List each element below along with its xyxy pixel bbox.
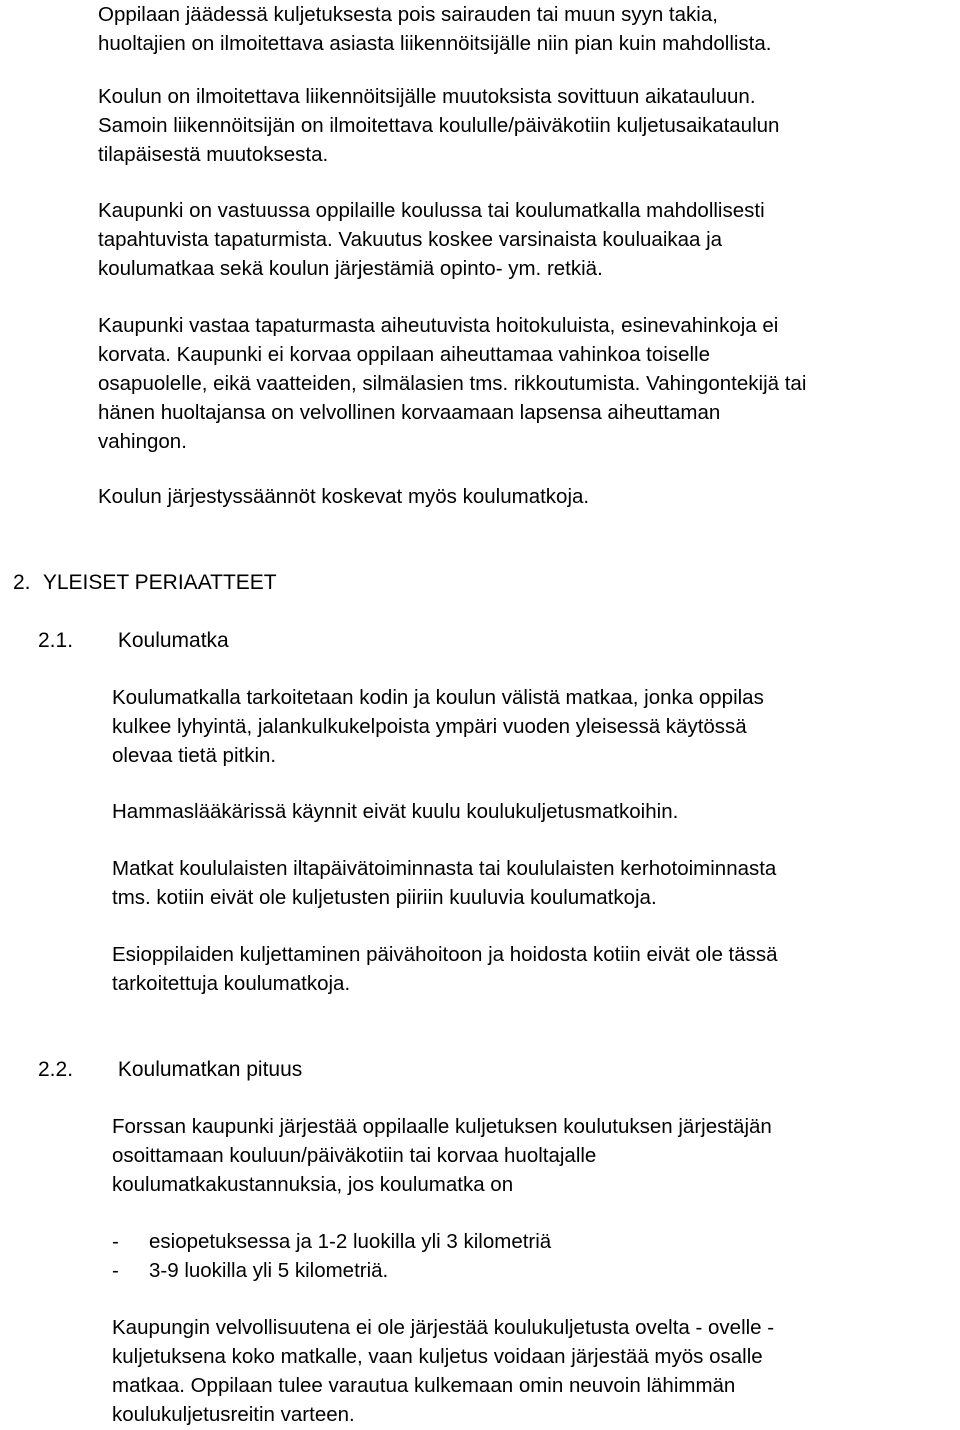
text-line: Kaupungin velvollisuutena ei ole järjestää koulukuljetusta ovelta - ovelle - <box>112 1316 775 1339</box>
section-number: 2. <box>13 571 31 594</box>
paragraph-afternoon-activities <box>112 854 776 912</box>
text-line: Koulun järjestyssäännöt koskevat myös koulumatkoja. <box>98 485 590 508</box>
text-line: Kaupunki on vastuussa oppilaille koulussa tai koulumatkalla mahdollisesti <box>98 199 765 222</box>
paragraph-distance-intro <box>112 1112 772 1199</box>
paragraph-door-to-door <box>112 1313 774 1429</box>
text-line: osapuolelle, eikä vaatteiden, silmälasien tms. rikkoutumista. Vahingontekijä tai <box>98 372 807 395</box>
section-title: Koulumatka <box>117 629 229 652</box>
text-line: vahingon. <box>98 430 187 453</box>
text-line: tms. kotiin eivät ole kuljetusten piiriin kuuluvia koulumatkoja. <box>112 886 657 909</box>
text-line: Esioppilaiden kuljettaminen päivähoitoon ja hoidosta kotiin eivät ole tässä <box>112 943 778 966</box>
section-heading-2-1 <box>38 626 229 655</box>
section-title: YLEISET PERIAATTEET <box>42 571 277 594</box>
list-item-text: esiopetuksessa ja 1-2 luokilla yli 3 kilometriä <box>149 1230 552 1253</box>
paragraph-schedule-changes <box>98 82 779 169</box>
section-number: 2.2. <box>38 1058 74 1081</box>
text-line: korvata. Kaupunki ei korvaa oppilaan aiheuttamaa vahinkoa toiselle <box>98 343 710 366</box>
paragraph-school-rules <box>98 482 589 511</box>
text-line: osoittamaan kouluun/päiväkotiin tai korvaa huoltajalle <box>112 1144 597 1167</box>
section-heading-2 <box>13 568 277 597</box>
text-line: Hammaslääkärissä käynnit eivät kuulu koulukuljetusmatkoihin. <box>112 800 679 823</box>
text-line: kulkee lyhyintä, jalankulkukelpoista ympäri vuoden yleisessä käytössä <box>112 715 747 738</box>
paragraph-dentist <box>112 797 678 826</box>
text-line: Samoin liikennöitsijän on ilmoitettava koululle/päiväkotiin kuljetusaikataulun <box>98 114 780 137</box>
text-line: matkaa. Oppilaan tulee varautua kulkemaan omin neuvoin lähimmän <box>112 1374 736 1397</box>
text-line: koulukuljetusreitin varteen. <box>112 1403 355 1426</box>
paragraph-preschool <box>112 940 778 998</box>
section-title: Koulumatkan pituus <box>117 1058 303 1081</box>
text-line: Forssan kaupunki järjestää oppilaalle kuljetuksen koulutuksen järjestäjän <box>112 1115 772 1138</box>
text-line: Oppilaan jäädessä kuljetuksesta pois sairauden tai muun syyn takia, <box>98 3 718 26</box>
paragraph-liability <box>98 196 765 283</box>
list-item <box>112 1256 388 1285</box>
text-line: Koulumatkalla tarkoitetaan kodin ja koulun välistä matkaa, jonka oppilas <box>112 686 764 709</box>
paragraph-absence-notice <box>98 0 771 58</box>
text-line: koulumatkaa sekä koulun järjestämiä opinto- ym. retkiä. <box>98 257 603 280</box>
text-line: hänen huoltajansa on velvollinen korvaamaan lapsensa aiheuttaman <box>98 401 721 424</box>
paragraph-damages <box>98 311 806 456</box>
text-line: huoltajien on ilmoitettava asiasta liikennöitsijälle niin pian kuin mahdollista. <box>98 32 772 55</box>
list-item-text: 3-9 luokilla yli 5 kilometriä. <box>149 1259 389 1282</box>
text-line: Matkat koululaisten iltapäivätoiminnasta tai koululaisten kerhotoiminnasta <box>112 857 777 880</box>
text-line: tapahtuvista tapaturmista. Vakuutus koskee varsinaista kouluaikaa ja <box>98 228 723 251</box>
section-heading-2-2 <box>38 1055 302 1084</box>
text-line: olevaa tietä pitkin. <box>112 744 277 767</box>
list-dash: - <box>112 1230 119 1253</box>
text-line: Koulun on ilmoitettava liikennöitsijälle muutoksista sovittuun aikatauluun. <box>98 85 756 108</box>
text-line: kuljetuksena koko matkalle, vaan kuljetus voidaan järjestää myös osalle <box>112 1345 763 1368</box>
section-number: 2.1. <box>38 629 74 652</box>
paragraph-definition <box>112 683 764 770</box>
list-dash: - <box>112 1259 119 1282</box>
text-line: Kaupunki vastaa tapaturmasta aiheutuvista hoitokuluista, esinevahinkoja ei <box>98 314 779 337</box>
text-line: koulumatkakustannuksia, jos koulumatka on <box>112 1173 514 1196</box>
list-item <box>112 1227 551 1256</box>
text-line: tarkoitettuja koulumatkoja. <box>112 972 351 995</box>
text-line: tilapäisestä muutoksesta. <box>98 143 329 166</box>
